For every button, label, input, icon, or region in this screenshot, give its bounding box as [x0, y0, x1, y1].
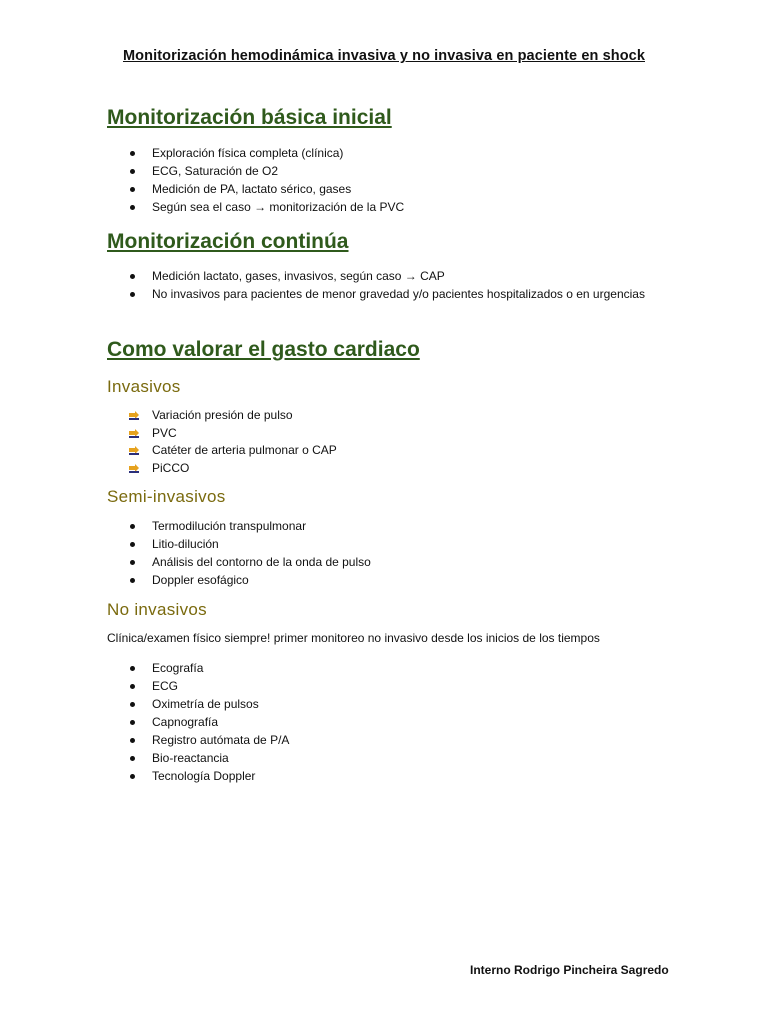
bullet-dot-icon — [130, 205, 135, 210]
list-item: PVC — [128, 425, 337, 443]
list-item-justified: No invasivos para pacientes de menor gravedad y/o pacientes hospitalizados o en urgencias — [128, 285, 660, 304]
arrow-bullet-icon — [128, 429, 140, 439]
paragraph-clinica: Clínica/examen físico siempre! primer monitoreo no invasivo desde los inicios de los tiempos — [107, 631, 600, 645]
bullet-dot-icon — [130, 756, 135, 761]
list-item: Registro autómata de P/A — [128, 731, 289, 749]
list-item: Exploración física completa (clínica) — [128, 144, 404, 162]
list-item: Litio-dilución — [128, 535, 371, 553]
list-item: Medición lactato, gases, invasivos, según caso → CAP — [128, 267, 445, 285]
list-item: Catéter de arteria pulmonar o CAP — [128, 442, 337, 460]
bullet-dot-icon — [130, 187, 135, 192]
bullet-dot-icon — [130, 542, 135, 547]
document-title: Monitorización hemodinámica invasiva y no invasiva en paciente en shock — [122, 48, 645, 64]
subheading-semi-invasivos: Semi-invasivos — [107, 487, 226, 506]
list-invasivos — [128, 407, 337, 477]
list-item: ECG — [128, 677, 289, 695]
list-item: Variación presión de pulso — [128, 407, 337, 425]
list-no-invasivos — [128, 659, 289, 785]
list-item: Medición de PA, lactato sérico, gases — [128, 180, 404, 198]
bullet-dot-icon — [130, 274, 135, 279]
list-item: ECG, Saturación de O2 — [128, 162, 404, 180]
arrow-bullet-icon — [128, 446, 140, 456]
list-item: Termodilución transpulmonar — [128, 517, 371, 535]
list-item: Análisis del contorno de la onda de pulso — [128, 553, 371, 571]
list-continua — [128, 267, 445, 285]
heading-gasto-cardiaco: Como valorar el gasto cardiaco — [107, 338, 420, 361]
list-item: Según sea el caso → monitorización de la PVC — [128, 198, 404, 216]
heading-monitorizacion-continua: Monitorización continúa — [107, 230, 349, 253]
subheading-invasivos: Invasivos — [107, 377, 181, 396]
arrow-bullet-icon — [128, 464, 140, 474]
arrow-bullet-icon — [128, 411, 140, 421]
list-item: Ecografía — [128, 659, 289, 677]
list-item: Bio-reactancia — [128, 749, 289, 767]
bullet-dot-icon — [130, 292, 135, 297]
list-item: PiCCO — [128, 460, 337, 478]
bullet-dot-icon — [130, 524, 135, 529]
list-semi-invasivos — [128, 517, 371, 589]
bullet-dot-icon — [130, 774, 135, 779]
subheading-no-invasivos: No invasivos — [107, 600, 207, 619]
list-basica — [128, 144, 404, 216]
bullet-dot-icon — [130, 578, 135, 583]
bullet-dot-icon — [130, 738, 135, 743]
list-item: Doppler esofágico — [128, 571, 371, 589]
footer-author: Interno Rodrigo Pincheira Sagredo — [470, 963, 669, 977]
list-item: Capnografía — [128, 713, 289, 731]
list-item: Oximetría de pulsos — [128, 695, 289, 713]
bullet-dot-icon — [130, 684, 135, 689]
list-item: Tecnología Doppler — [128, 767, 289, 785]
bullet-dot-icon — [130, 720, 135, 725]
bullet-dot-icon — [130, 560, 135, 565]
bullet-dot-icon — [130, 151, 135, 156]
bullet-dot-icon — [130, 702, 135, 707]
bullet-dot-icon — [130, 169, 135, 174]
heading-monitorizacion-basica: Monitorización básica inicial — [107, 106, 392, 129]
bullet-dot-icon — [130, 666, 135, 671]
